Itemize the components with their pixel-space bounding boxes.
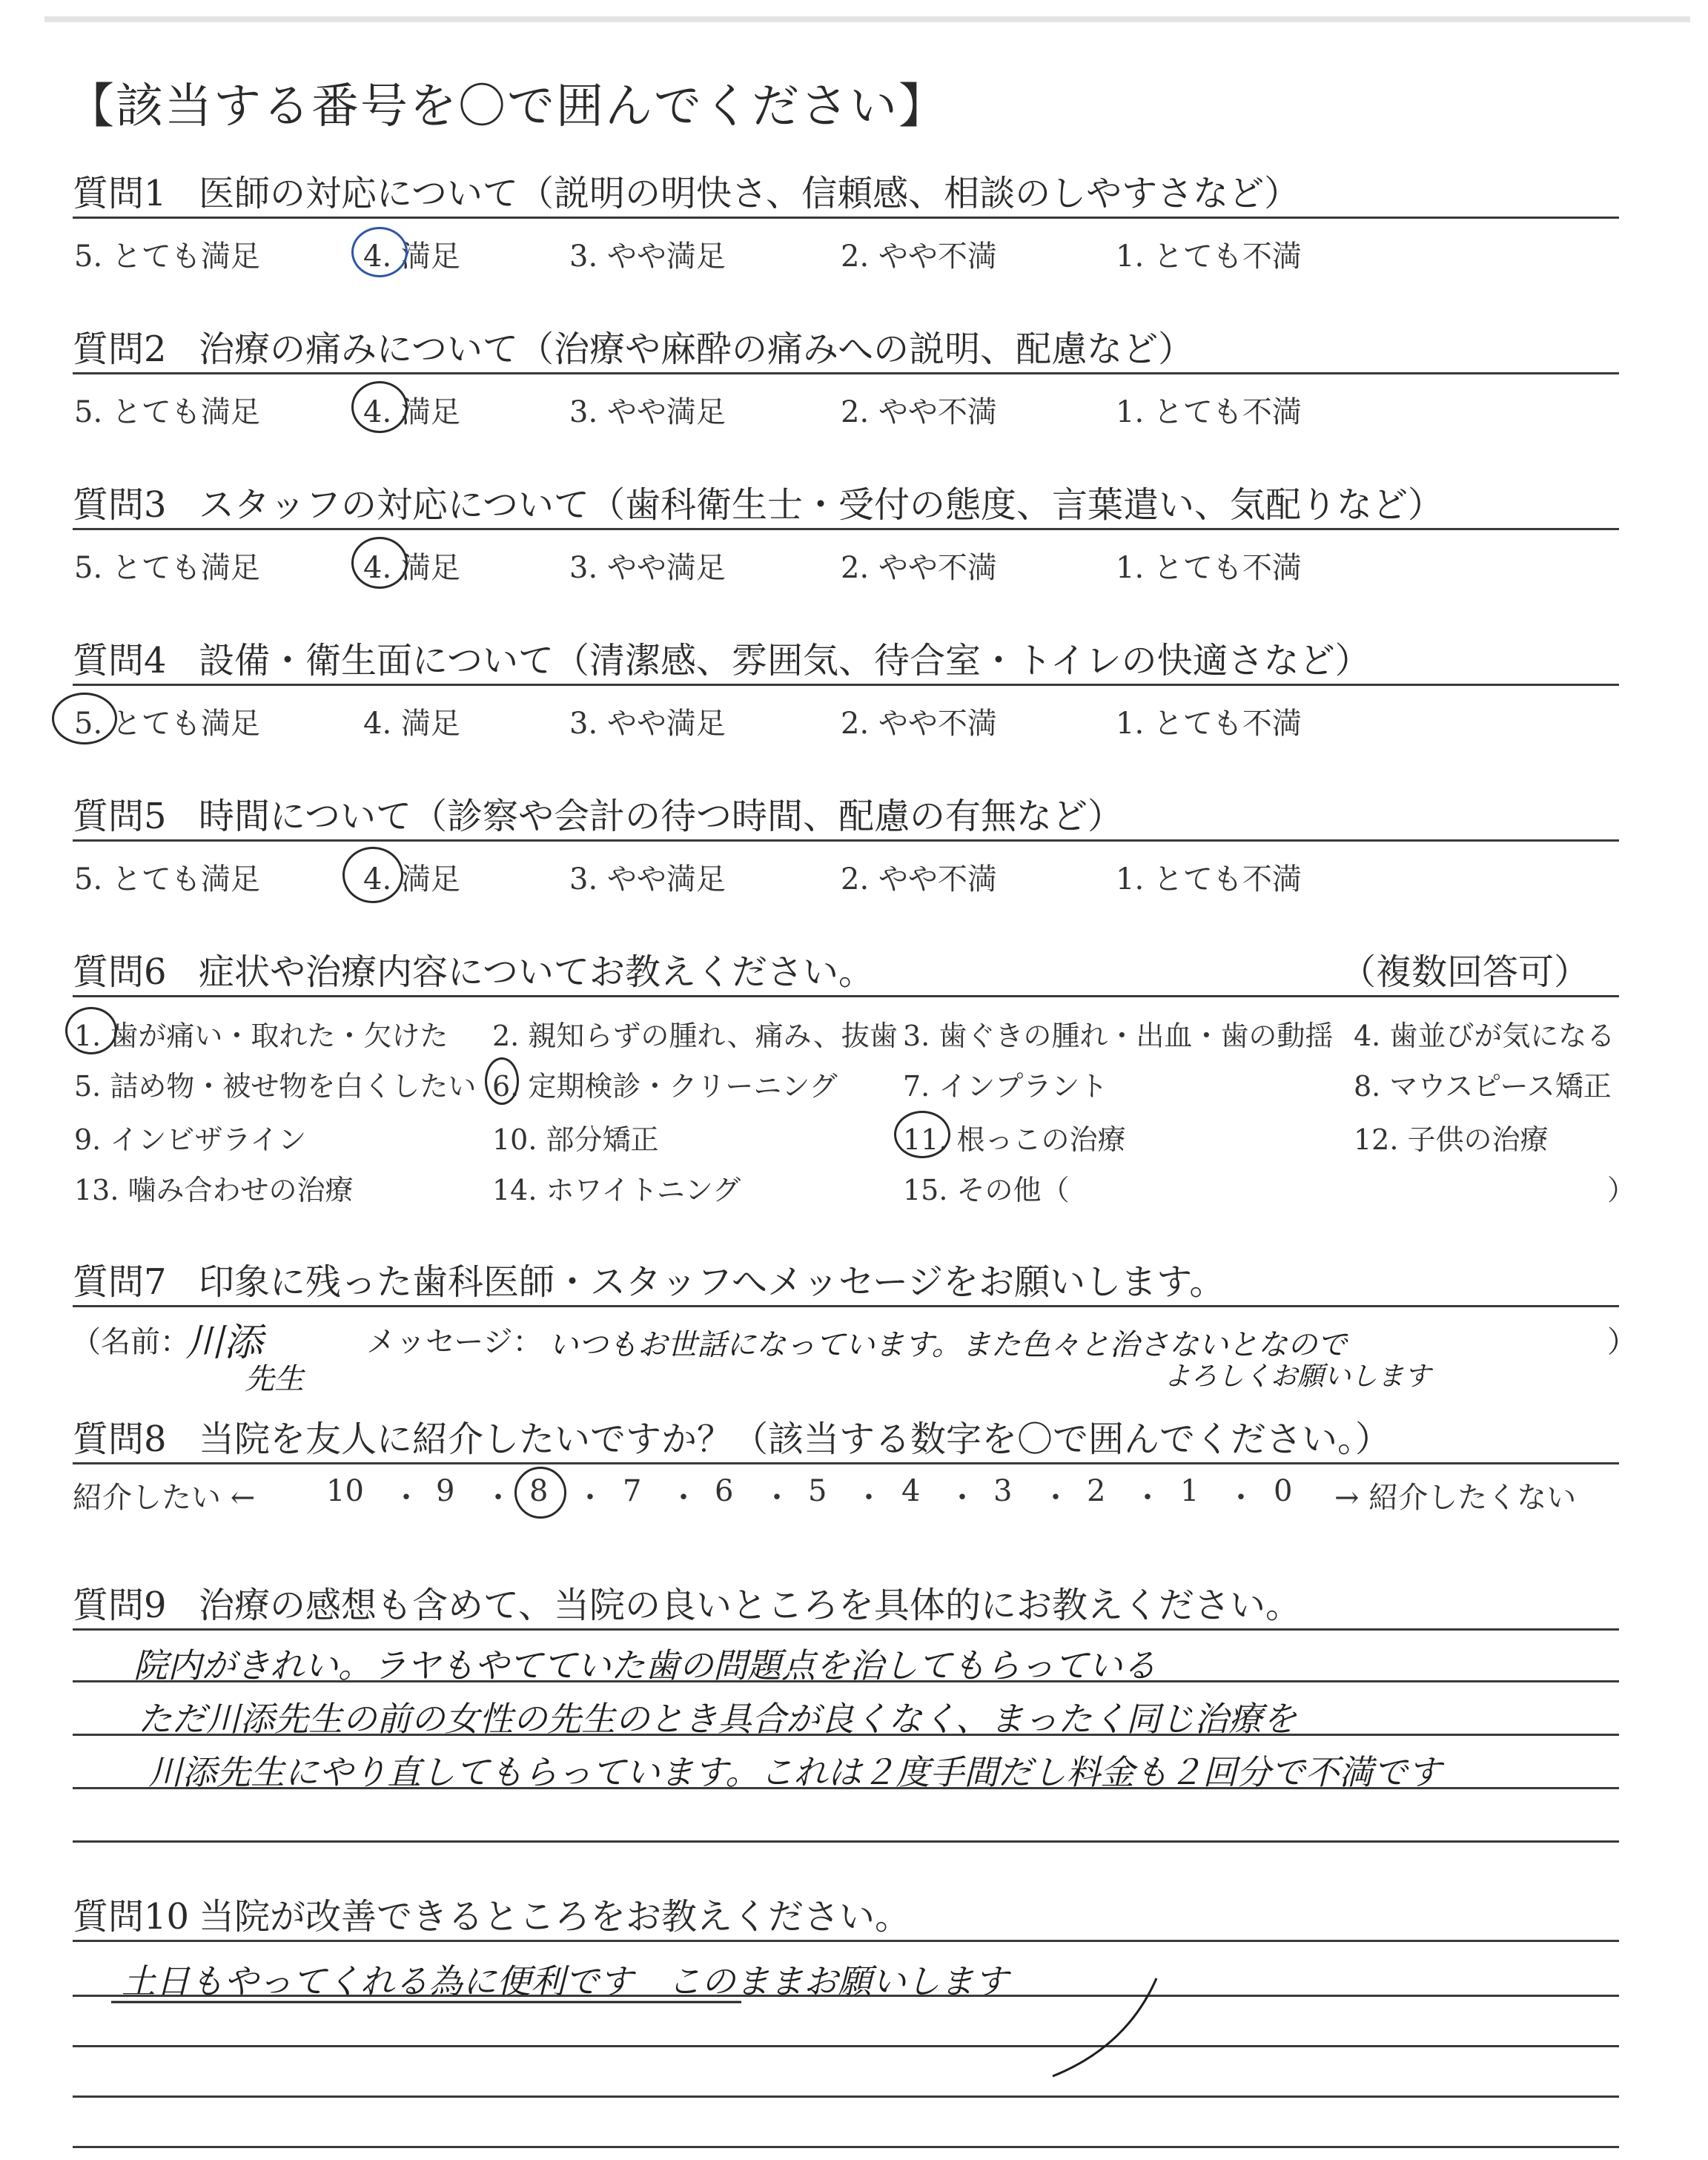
q6-option-12[interactable]: 12. 子供の治療 (1354, 1123, 1549, 1156)
q3-option-4[interactable]: 4. 満足 (363, 551, 460, 585)
q5-option-5[interactable]: 5. とても満足 (74, 862, 260, 896)
q4-option-4[interactable]: 4. 満足 (363, 707, 460, 741)
q6-option-14[interactable]: 14. ホワイトニング (492, 1174, 741, 1206)
q6-option-4[interactable]: 4. 歯並びが気になる (1354, 1020, 1615, 1052)
q3-option-2[interactable]: 2. やや不満 (841, 551, 997, 585)
scale-10[interactable]: 10 (326, 1474, 364, 1508)
question-number: 質問7 (73, 1261, 167, 1303)
scale-sep: ・ (669, 1481, 698, 1515)
q6-option-15-close: ） (1607, 1174, 1636, 1206)
question-text: 当院を友人に紹介したいですか？（該当する数字を〇で囲んでください。） (199, 1418, 1391, 1460)
handwritten-name: 川添 (185, 1321, 263, 1365)
question-text: 治療の感想も含めて、当院の良いところを具体的にお教えください。 (199, 1585, 1302, 1626)
q1-option-1[interactable]: 1. とても不満 (1116, 240, 1302, 274)
q2-option-5[interactable]: 5. とても満足 (74, 395, 260, 429)
scale-2[interactable]: 2 (1087, 1474, 1106, 1508)
q6-option-11[interactable]: 11. 根っこの治療 (903, 1123, 1126, 1156)
question-number: 質問4 (73, 640, 167, 681)
q6-option-15[interactable]: 15. その他（ (903, 1174, 1070, 1206)
scale-sep: ・ (762, 1481, 792, 1515)
question-number: 質問2 (73, 328, 167, 370)
q2-option-1[interactable]: 1. とても不満 (1116, 395, 1302, 429)
handwritten-message-line-2: よろしくお願いします (1164, 1361, 1431, 1392)
q2-option-4[interactable]: 4. 満足 (363, 395, 460, 429)
q3-option-1[interactable]: 1. とても不満 (1116, 551, 1302, 585)
q2-option-3[interactable]: 3. やや満足 (569, 395, 726, 429)
q6-option-6[interactable]: 6. 定期検診・クリーニング (492, 1070, 838, 1103)
q4-option-5[interactable]: 5. とても満足 (74, 707, 260, 741)
q6-option-7[interactable]: 7. インプラント (903, 1070, 1108, 1103)
recommend-left-label: 紹介したい ← (73, 1481, 256, 1515)
q1-option-2[interactable]: 2. やや不満 (841, 240, 997, 274)
scale-sep: ・ (575, 1481, 605, 1515)
question-number: 質問5 (73, 796, 167, 837)
q6-option-10[interactable]: 10. 部分矯正 (492, 1123, 659, 1156)
q6-option-13[interactable]: 13. 噛み合わせの治療 (74, 1174, 354, 1206)
question-text: 治療の痛みについて（治療や麻酔の痛みへの説明、配慮など） (199, 328, 1194, 370)
question-text: スタッフの対応について（歯科衛生士・受付の態度、言葉遣い、気配りなど） (199, 484, 1444, 526)
q6-option-9[interactable]: 9. インビザライン (74, 1123, 307, 1156)
scale-sep: ・ (483, 1481, 513, 1515)
pen-tail-stroke (1053, 1978, 1156, 2076)
q4-option-3[interactable]: 3. やや満足 (569, 707, 726, 741)
q4-option-2[interactable]: 2. やや不満 (841, 707, 997, 741)
q9-answer-line-2: ただ川添先生の前の女性の先生のとき具合が良くなく、まったく同じ治療を (138, 1699, 1297, 1739)
q1-option-4[interactable]: 4. 満足 (363, 240, 460, 274)
scale-8[interactable]: 8 (529, 1474, 549, 1508)
scale-sep: ・ (854, 1481, 884, 1515)
name-label: （名前： (71, 1325, 190, 1359)
q6-option-2[interactable]: 2. 親知らずの腫れ、痛み、抜歯 (492, 1020, 898, 1052)
message-close: ） (1607, 1325, 1637, 1359)
question-number: 質問6 (73, 951, 167, 993)
message-label: メッセージ： (366, 1325, 543, 1359)
q5-option-4[interactable]: 4. 満足 (363, 862, 460, 896)
q10-answer-line-1: 土日もやってくれる為に便利です このままお願いします (122, 1961, 1008, 2001)
q6-option-1[interactable]: 1. 歯が痛い・取れた・欠けた (74, 1020, 448, 1052)
question-number: 質問1 (73, 173, 167, 214)
question-number: 質問10 (73, 1896, 190, 1938)
q6-option-3[interactable]: 3. 歯ぐきの腫れ・出血・歯の動揺 (903, 1020, 1334, 1052)
question-text: 設備・衛生面について（清潔感、雰囲気、待合室・トイレの快適さなど） (199, 640, 1371, 681)
question-text: 当院が改善できるところをお教えください。 (199, 1896, 911, 1938)
page-title: 【該当する番号を〇で囲んでください】 (67, 79, 947, 134)
scale-5[interactable]: 5 (808, 1474, 827, 1508)
question-number: 質問9 (73, 1585, 167, 1626)
scale-0[interactable]: 0 (1274, 1474, 1293, 1508)
q3-option-3[interactable]: 3. やや満足 (569, 551, 726, 585)
scale-sep: ・ (947, 1481, 977, 1515)
q9-answer-line-3: 川添先生にやり直してもらっています。これは２度手間だし料金も２回分で不満です (148, 1752, 1442, 1792)
recommend-right-label: → 紹介したくない (1334, 1481, 1577, 1515)
handwritten-message-line-1: いつもお世話になっています。また色々と治さないとなので (549, 1328, 1347, 1362)
scale-sep: ・ (391, 1481, 421, 1515)
scale-9[interactable]: 9 (436, 1474, 455, 1508)
scale-sep: ・ (1133, 1481, 1162, 1515)
question-text: 症状や治療内容についてお教えください。 (199, 951, 875, 993)
question-number: 質問8 (73, 1418, 167, 1460)
q5-option-3[interactable]: 3. やや満足 (569, 862, 726, 896)
q1-option-3[interactable]: 3. やや満足 (569, 240, 726, 274)
q5-option-2[interactable]: 2. やや不満 (841, 862, 997, 896)
q2-option-2[interactable]: 2. やや不満 (841, 395, 997, 429)
scale-7[interactable]: 7 (623, 1474, 642, 1508)
q9-answer-line-1: 院内がきれい。ラヤもやてていた歯の問題点を治してもらっている (133, 1645, 1156, 1685)
q5-option-1[interactable]: 1. とても不満 (1116, 862, 1302, 896)
scale-1[interactable]: 1 (1180, 1474, 1199, 1508)
scale-sep: ・ (1226, 1481, 1256, 1515)
q6-option-5[interactable]: 5. 詰め物・被せ物を白くしたい (74, 1070, 477, 1103)
question-text: 時間について（診察や会計の待つ時間、配慮の有無など） (199, 796, 1124, 837)
handwritten-name-suffix: 先生 (245, 1362, 304, 1396)
scale-sep: ・ (1041, 1481, 1070, 1515)
multiple-answers-note: （複数回答可） (1340, 951, 1589, 993)
scale-6[interactable]: 6 (715, 1474, 734, 1508)
question-text: 医師の対応について（説明の明快さ、信頼感、相談のしやすさなど） (199, 173, 1300, 214)
q6-option-8[interactable]: 8. マウスピース矯正 (1354, 1070, 1612, 1103)
q4-option-1[interactable]: 1. とても不満 (1116, 707, 1302, 741)
q1-option-5[interactable]: 5. とても満足 (74, 240, 260, 274)
question-number: 質問3 (73, 484, 167, 526)
scale-3[interactable]: 3 (993, 1474, 1013, 1508)
q3-option-5[interactable]: 5. とても満足 (74, 551, 260, 585)
scale-4[interactable]: 4 (901, 1474, 921, 1508)
question-text: 印象に残った歯科医師・スタッフへメッセージをお願いします。 (199, 1261, 1225, 1303)
